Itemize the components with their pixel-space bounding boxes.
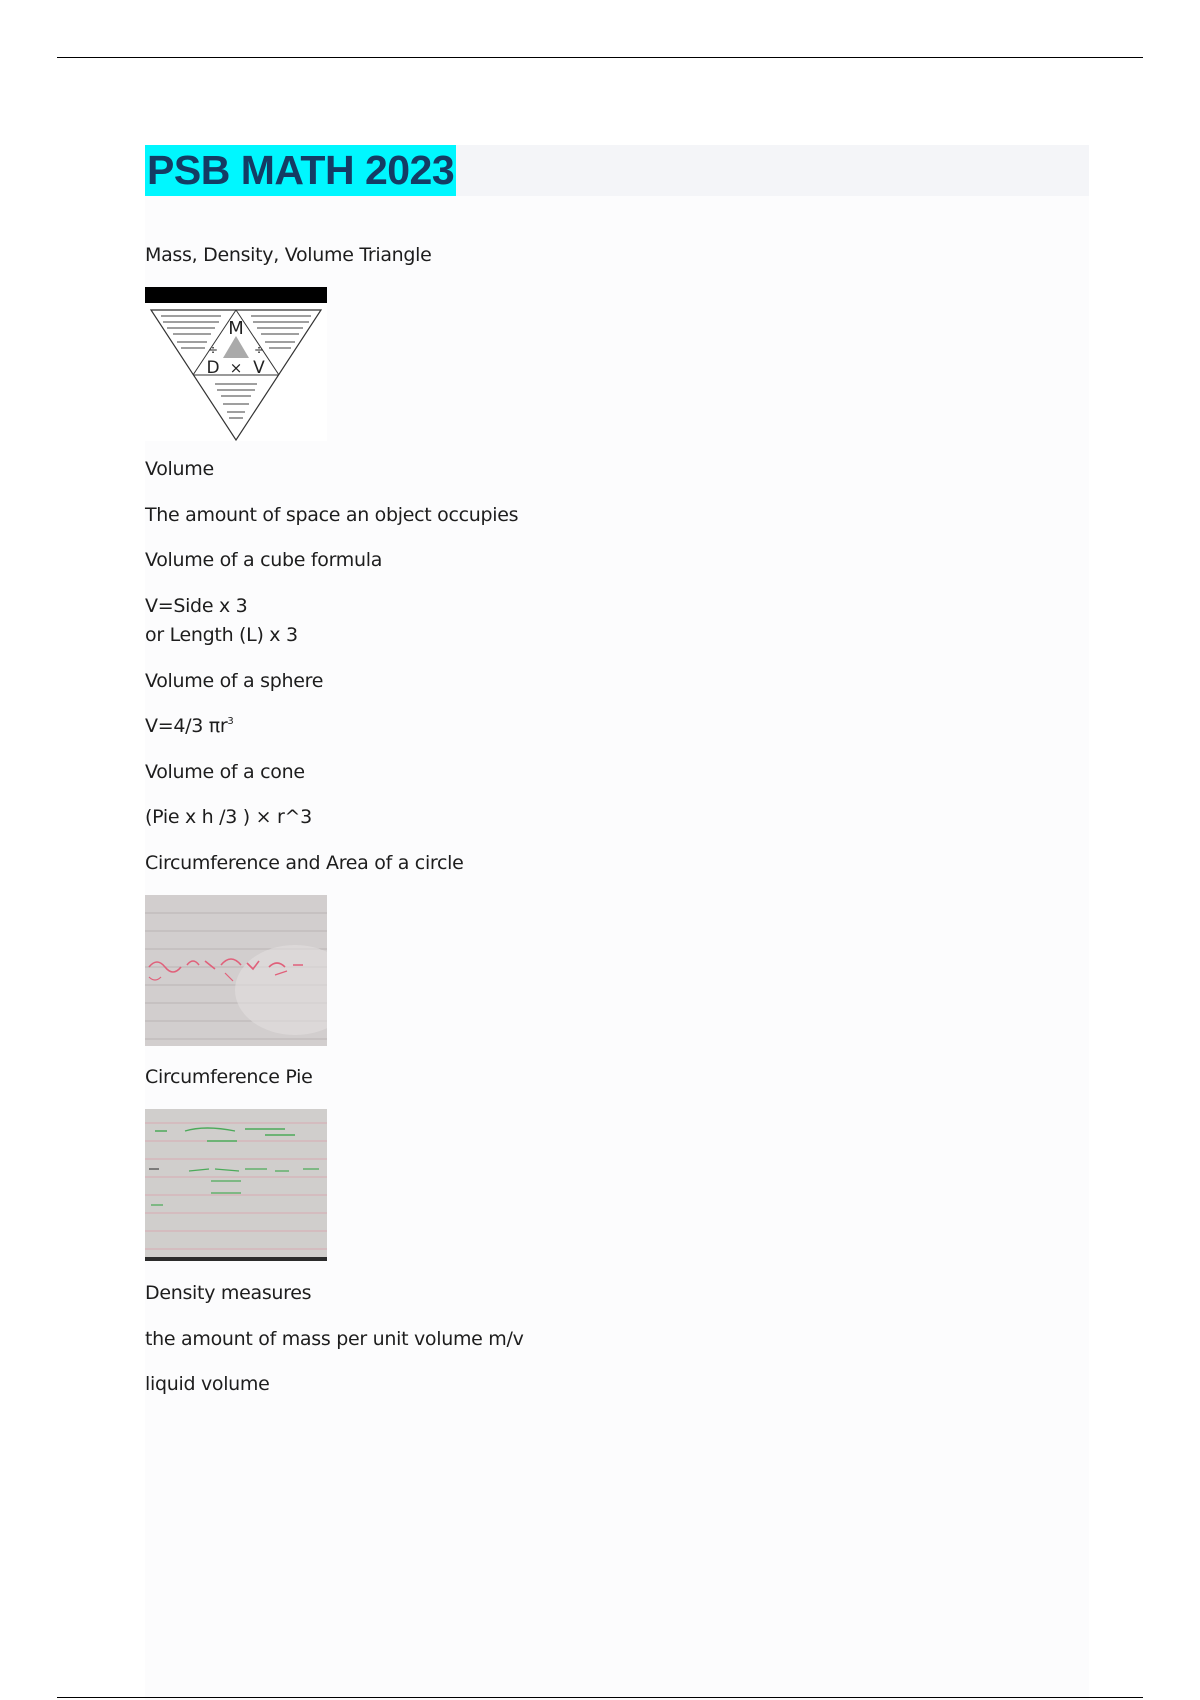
term-cone: Volume of a cone	[145, 761, 305, 783]
definition-cone: (Pie x h /3 ) × r^3	[145, 806, 312, 828]
handwritten-note-image	[145, 895, 327, 1046]
term-circle: Circumference and Area of a circle	[145, 852, 464, 874]
term-circumference-pie: Circumference Pie	[145, 1066, 313, 1088]
term-density: Density measures	[145, 1282, 312, 1304]
top-rule	[57, 57, 1143, 58]
term-cube-formula: Volume of a cube formula	[145, 549, 383, 571]
term-sphere: Volume of a sphere	[145, 670, 324, 692]
definition-sphere	[145, 712, 233, 741]
triangle-diagram-image	[145, 287, 327, 441]
sphere-exponent: 3	[227, 716, 234, 727]
triangle-divide-right: ÷	[253, 343, 265, 357]
triangle-times-label: ×	[229, 359, 243, 377]
definition-cube-line2: or Length (L) x 3	[145, 624, 298, 646]
triangle-volume-label: V	[253, 358, 265, 378]
triangle-divide-left: ÷	[207, 343, 219, 357]
heading-triangle: Mass, Density, Volume Triangle	[145, 244, 432, 266]
bottom-rule	[57, 1697, 1143, 1698]
definition-cube-line1: V=Side x 3	[145, 595, 248, 617]
sphere-formula: V=4/3 πr	[145, 715, 228, 737]
term-volume: Volume	[145, 458, 214, 480]
term-liquid-volume: liquid volume	[145, 1373, 270, 1395]
definition-volume: The amount of space an object occupies	[145, 504, 519, 526]
triangle-mass-label: M	[228, 318, 244, 339]
handwritten-note-image	[145, 1109, 327, 1261]
triangle-density-label: D	[206, 358, 220, 378]
page-title: PSB MATH 2023	[145, 145, 456, 196]
definition-density: the amount of mass per unit volume m/v	[145, 1328, 524, 1350]
